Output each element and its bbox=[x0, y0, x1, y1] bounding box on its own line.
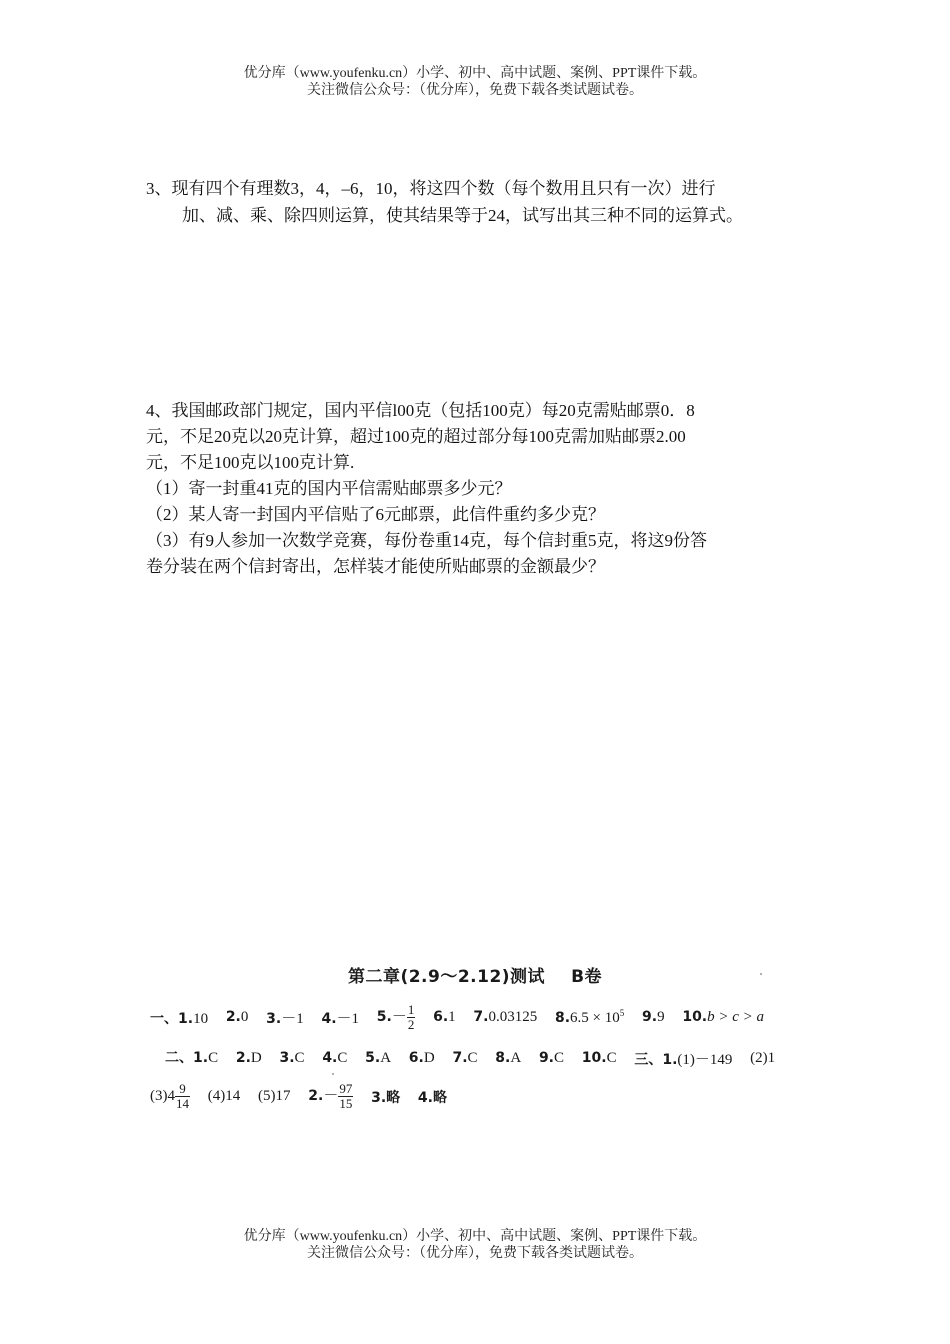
answer-value: C bbox=[294, 1050, 305, 1067]
answer-value: (5)17 bbox=[258, 1088, 291, 1104]
answer-number: 1. bbox=[178, 1010, 194, 1027]
answer-item bbox=[409, 1050, 435, 1067]
answer-item bbox=[642, 1009, 665, 1026]
answer-number: 6. bbox=[408, 1050, 424, 1067]
question-3-line-2: 加、减、乘、除四则运算，使其结果等于24，试写出其三种不同的运算式。 bbox=[182, 206, 743, 225]
answer-value: C bbox=[208, 1050, 219, 1067]
answer-value: D bbox=[250, 1050, 262, 1067]
answer-number: 7. bbox=[473, 1009, 489, 1025]
answer-item bbox=[258, 1088, 291, 1105]
section-label: 一、 bbox=[150, 1010, 178, 1027]
answer-number: 8. bbox=[554, 1010, 571, 1026]
answer-item bbox=[539, 1050, 564, 1067]
answers-row-3 bbox=[150, 1082, 461, 1111]
answer-item bbox=[150, 1082, 190, 1111]
answer-item bbox=[634, 1048, 732, 1069]
answer-value: C bbox=[337, 1050, 348, 1067]
answer-number: 4. bbox=[321, 1011, 337, 1027]
answer-item bbox=[150, 1008, 208, 1028]
answer-number: 8. bbox=[495, 1050, 511, 1067]
question-4-line: 4、我国邮政部门规定，国内平信l00克（包括100克）每20克需贴邮票0．8 bbox=[146, 401, 695, 420]
answers-title bbox=[0, 962, 950, 987]
footer-line-1: 优分库（www.youfenku.cn）小学、初中、高中试题、案例、PPT课件下载。 bbox=[243, 1229, 707, 1244]
question-4-subquestion-3: （3）有9人参加一次数学竞赛，每份卷重14克，每个信封重5克，将这9份答 bbox=[146, 531, 707, 550]
fraction-numerator: 97 bbox=[339, 1081, 353, 1096]
answer-item bbox=[371, 1087, 400, 1107]
fraction-denominator: 14 bbox=[176, 1096, 189, 1111]
question-3 bbox=[146, 175, 814, 229]
question-4-line: 元，不足100克以100克计算. bbox=[146, 453, 355, 472]
answer-item bbox=[750, 1050, 775, 1067]
answer-value: －1 bbox=[336, 1011, 360, 1027]
answer-number: 2. bbox=[225, 1009, 241, 1025]
answer-value: 略 bbox=[386, 1089, 401, 1106]
answer-number: 3. bbox=[279, 1050, 295, 1067]
section-label: 二、 bbox=[165, 1050, 193, 1066]
scan-speck bbox=[332, 1073, 334, 1075]
answer-item bbox=[473, 1009, 537, 1026]
fraction bbox=[407, 1003, 416, 1032]
answer-item bbox=[433, 1009, 456, 1026]
answer-item bbox=[682, 1009, 764, 1026]
answer-item bbox=[322, 1050, 347, 1067]
answer-number: 4. bbox=[417, 1089, 433, 1106]
fraction-numerator: 9 bbox=[175, 1082, 190, 1097]
question-4-line: 卷分装在两个信封寄出，怎样装才能使所贴邮票的金额最少？ bbox=[146, 557, 605, 576]
section-label: 三、 bbox=[634, 1052, 663, 1069]
answer-value: b > c > a bbox=[707, 1009, 765, 1025]
answer-value: 0 bbox=[240, 1009, 249, 1025]
answer-value: (1)－149 bbox=[677, 1052, 733, 1069]
answer-value: 0.03125 bbox=[488, 1009, 538, 1025]
question-4-line: 元，不足20克以20克计算，超过100克的超过部分每100克需加贴邮票2.00 bbox=[146, 427, 686, 446]
answer-value: (3)4 bbox=[150, 1087, 175, 1104]
answer-value: 9 bbox=[657, 1009, 665, 1025]
answer-item bbox=[208, 1088, 241, 1105]
footer-banner bbox=[0, 1228, 950, 1262]
answer-item bbox=[226, 1009, 249, 1026]
answer-value: C bbox=[467, 1050, 478, 1067]
question-4-subquestion-1: （1）寄一封重41克的国内平信需贴邮票多少元？ bbox=[146, 479, 512, 498]
answer-value: －1 bbox=[281, 1011, 304, 1027]
question-4-subquestion-2: （2）某人寄一封国内平信贴了6元邮票，此信件重约多少克？ bbox=[146, 505, 605, 524]
question-4 bbox=[146, 398, 814, 580]
header-banner bbox=[0, 65, 950, 99]
fraction-denominator: 15 bbox=[339, 1096, 353, 1111]
answers-title-paper: B卷 bbox=[571, 967, 603, 987]
answers-row-1 bbox=[150, 1003, 778, 1032]
answer-item bbox=[582, 1050, 617, 1067]
answer-value: (2)1 bbox=[750, 1050, 776, 1067]
answer-item bbox=[418, 1087, 447, 1107]
answer-exponent: 5 bbox=[619, 1008, 625, 1018]
answer-number: 7. bbox=[452, 1050, 468, 1067]
answer-number: 3. bbox=[371, 1089, 387, 1106]
answer-number: 6. bbox=[433, 1009, 449, 1025]
answer-number: 2. bbox=[235, 1050, 251, 1067]
fraction-numerator: 1 bbox=[407, 1002, 415, 1017]
answer-value: 1 bbox=[448, 1009, 456, 1025]
answer-item bbox=[377, 1003, 416, 1032]
answer-item bbox=[193, 1050, 218, 1067]
answer-number: 1. bbox=[193, 1050, 209, 1067]
answers-title-chapter: 第二章(2.9～2.12)测试 bbox=[347, 967, 546, 987]
answer-sign: － bbox=[323, 1087, 339, 1104]
answer-number: 5. bbox=[376, 1008, 392, 1025]
answer-value: C bbox=[554, 1050, 565, 1067]
answer-value: 6.5 × 10 bbox=[570, 1010, 620, 1026]
answer-number: 9. bbox=[538, 1050, 554, 1067]
answer-number: 10. bbox=[682, 1009, 708, 1025]
answer-item bbox=[321, 1007, 359, 1028]
answer-number: 2. bbox=[308, 1087, 324, 1104]
footer-line-2: 关注微信公众号：（优分库），免费下载各类试题试卷。 bbox=[307, 1246, 643, 1261]
answer-number: 3. bbox=[266, 1011, 282, 1027]
answer-number: 5. bbox=[365, 1050, 381, 1067]
answer-value: C bbox=[606, 1050, 617, 1067]
answer-item bbox=[308, 1082, 353, 1111]
fraction bbox=[338, 1082, 353, 1111]
fraction-denominator: 2 bbox=[407, 1017, 415, 1032]
answer-value: (4)14 bbox=[207, 1088, 241, 1104]
answer-number: 1. bbox=[662, 1052, 678, 1069]
header-line-1: 优分库（www.youfenku.cn）小学、初中、高中试题、案例、PPT课件下载。 bbox=[243, 66, 707, 81]
answer-value: D bbox=[423, 1050, 435, 1067]
header-line-2: 关注微信公众号：（优分库），免费下载各类试题试卷。 bbox=[307, 83, 643, 98]
answer-value: A bbox=[380, 1050, 392, 1067]
question-3-line-1: 3、现有四个有理数3，4，–6，10，将这四个数（每个数用且只有一次）进行 bbox=[146, 179, 716, 198]
fraction bbox=[175, 1082, 190, 1111]
answer-item bbox=[236, 1050, 262, 1067]
answer-sign: － bbox=[391, 1008, 407, 1025]
answer-item bbox=[452, 1050, 477, 1067]
answer-item bbox=[495, 1050, 521, 1067]
answers-row-2 bbox=[165, 1047, 789, 1069]
answer-number: 10. bbox=[581, 1050, 607, 1067]
answer-number: 4. bbox=[322, 1050, 338, 1067]
answer-value: 略 bbox=[432, 1089, 447, 1106]
answer-item bbox=[365, 1050, 391, 1067]
scan-speck bbox=[760, 973, 762, 975]
answer-value: 10 bbox=[193, 1010, 209, 1027]
answer-value: A bbox=[510, 1050, 522, 1067]
answer-number: 9. bbox=[642, 1009, 658, 1025]
answer-item bbox=[279, 1050, 304, 1067]
answer-item bbox=[555, 1008, 624, 1027]
answer-item bbox=[266, 1007, 304, 1028]
